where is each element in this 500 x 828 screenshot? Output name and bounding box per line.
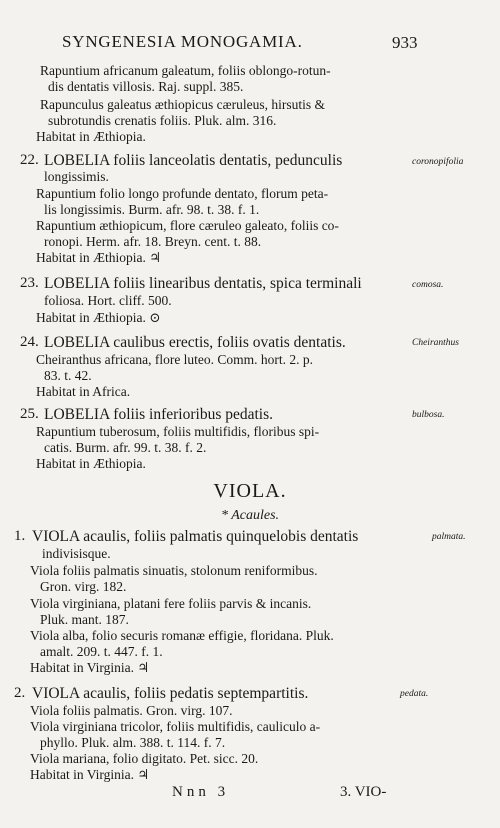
entry-23-number: 23. <box>20 275 39 291</box>
section-heading: * Acaules. <box>220 508 280 523</box>
viola-2-line-2: Viola foliis palmatis. Gron. virg. 107. <box>30 703 233 718</box>
entry-25-line-3: catis. Burm. afr. 99. t. 38. f. 2. <box>44 440 207 455</box>
viola-1-line-2: indivisisque. <box>42 546 111 561</box>
viola-1-number: 1. <box>14 528 26 544</box>
viola-2-habitat: Habitat in Virginia. ♃ <box>30 767 150 782</box>
genus-heading: VIOLA. <box>213 480 287 502</box>
entry-23-line-2: foliosa. Hort. cliff. 500. <box>44 293 172 308</box>
entry-22-line-4: lis longissimis. Burm. afr. 98. t. 38. f. 1. <box>44 202 260 217</box>
entry-22-line-6: ronopi. Herm. afr. 18. Breyn. cent. t. 88. <box>44 234 262 249</box>
entry-24-habitat: Habitat in Africa. <box>36 384 131 399</box>
entry-25-diagnosis: LOBELIA foliis inferioribus pedatis. <box>44 406 274 423</box>
cont-line-4: subrotundis crenatis foliis. Pluk. alm. 316. <box>48 113 277 128</box>
entry-24-line-2: Cheiranthus africana, flore luteo. Comm. hort. 2. p. <box>36 352 314 367</box>
viola-2-line-4: phyllo. Pluk. alm. 388. t. 114. f. 7. <box>40 735 226 750</box>
viola-1-line-6: Pluk. mant. 187. <box>40 612 129 627</box>
entry-25-number: 25. <box>20 406 39 422</box>
viola-2-trivial-name: pedata. <box>400 689 429 699</box>
entry-22-line-2: longissimis. <box>44 169 109 184</box>
catchword: 3. VIO- <box>340 784 387 800</box>
entry-25-trivial-name: bulbosa. <box>412 410 445 420</box>
viola-2-diagnosis: VIOLA acaulis, foliis pedatis septempartitis. <box>32 685 309 702</box>
cont-habitat: Habitat in Æthiopia. <box>36 129 146 144</box>
viola-2-line-5: Viola mariana, folio digitato. Pet. sicc. 20. <box>30 751 259 766</box>
cont-line-3: Rapunculus galeatus æthiopicus cæruleus, hirsutis & <box>40 97 325 112</box>
entry-22-diagnosis: LOBELIA foliis lanceolatis dentatis, pedunculis <box>44 152 343 169</box>
viola-1-line-5: Viola virginiana, platani fere foliis parvis & incanis. <box>30 596 312 611</box>
entry-24-trivial-name: Cheiranthus <box>412 338 459 348</box>
entry-24-line-3: 83. t. 42. <box>44 368 92 383</box>
viola-1-line-8: amalt. 209. t. 447. f. 1. <box>40 644 163 659</box>
viola-1-diagnosis: VIOLA acaulis, foliis palmatis quinquelobis dentatis <box>32 528 359 545</box>
viola-1-line-4: Gron. virg. 182. <box>40 579 127 594</box>
cont-line-2: dis dentatis villosis. Raj. suppl. 385. <box>48 79 244 94</box>
entry-23-trivial-name: comosa. <box>412 280 444 290</box>
entry-22-trivial-name: coronopifolia <box>412 157 464 167</box>
entry-25-habitat: Habitat in Æthiopia. <box>36 456 146 471</box>
entry-25-line-2: Rapuntium tuberosum, foliis multifidis, floribus spi- <box>36 424 320 439</box>
entry-22-line-5: Rapuntium æthiopicum, flore cæruleo galeato, foliis co- <box>36 218 339 233</box>
entry-23-habitat: Habitat in Æthiopia. ⊙ <box>36 310 161 325</box>
viola-1-trivial-name: palmata. <box>432 532 466 542</box>
entry-23-diagnosis: LOBELIA foliis linearibus dentatis, spica terminali <box>44 275 362 292</box>
entry-22-habitat: Habitat in Æthiopia. ♃ <box>36 250 162 265</box>
page-number: 933 <box>392 33 418 52</box>
viola-2-number: 2. <box>14 685 26 701</box>
viola-1-line-7: Viola alba, folio securis romanæ effigie, floridana. Pluk. <box>30 628 334 643</box>
viola-1-line-3: Viola foliis palmatis sinuatis, stolonum reniformibus. <box>30 563 318 578</box>
running-head: SYNGENESIA MONOGAMIA. <box>62 32 303 51</box>
viola-2-line-3: Viola virginiana tricolor, foliis multifidis, cauliculo a- <box>30 719 321 734</box>
entry-22-number: 22. <box>20 152 39 168</box>
viola-1-habitat: Habitat in Virginia. ♃ <box>30 660 150 675</box>
entry-24-diagnosis: LOBELIA caulibus erectis, foliis ovatis dentatis. <box>44 334 346 351</box>
cont-line-1: Rapuntium africanum galeatum, foliis oblongo-rotun- <box>40 63 331 78</box>
entry-22-line-3: Rapuntium folio longo profunde dentato, florum peta- <box>36 186 329 201</box>
signature-mark: Nnn 3 <box>172 784 230 800</box>
entry-24-number: 24. <box>20 334 39 350</box>
